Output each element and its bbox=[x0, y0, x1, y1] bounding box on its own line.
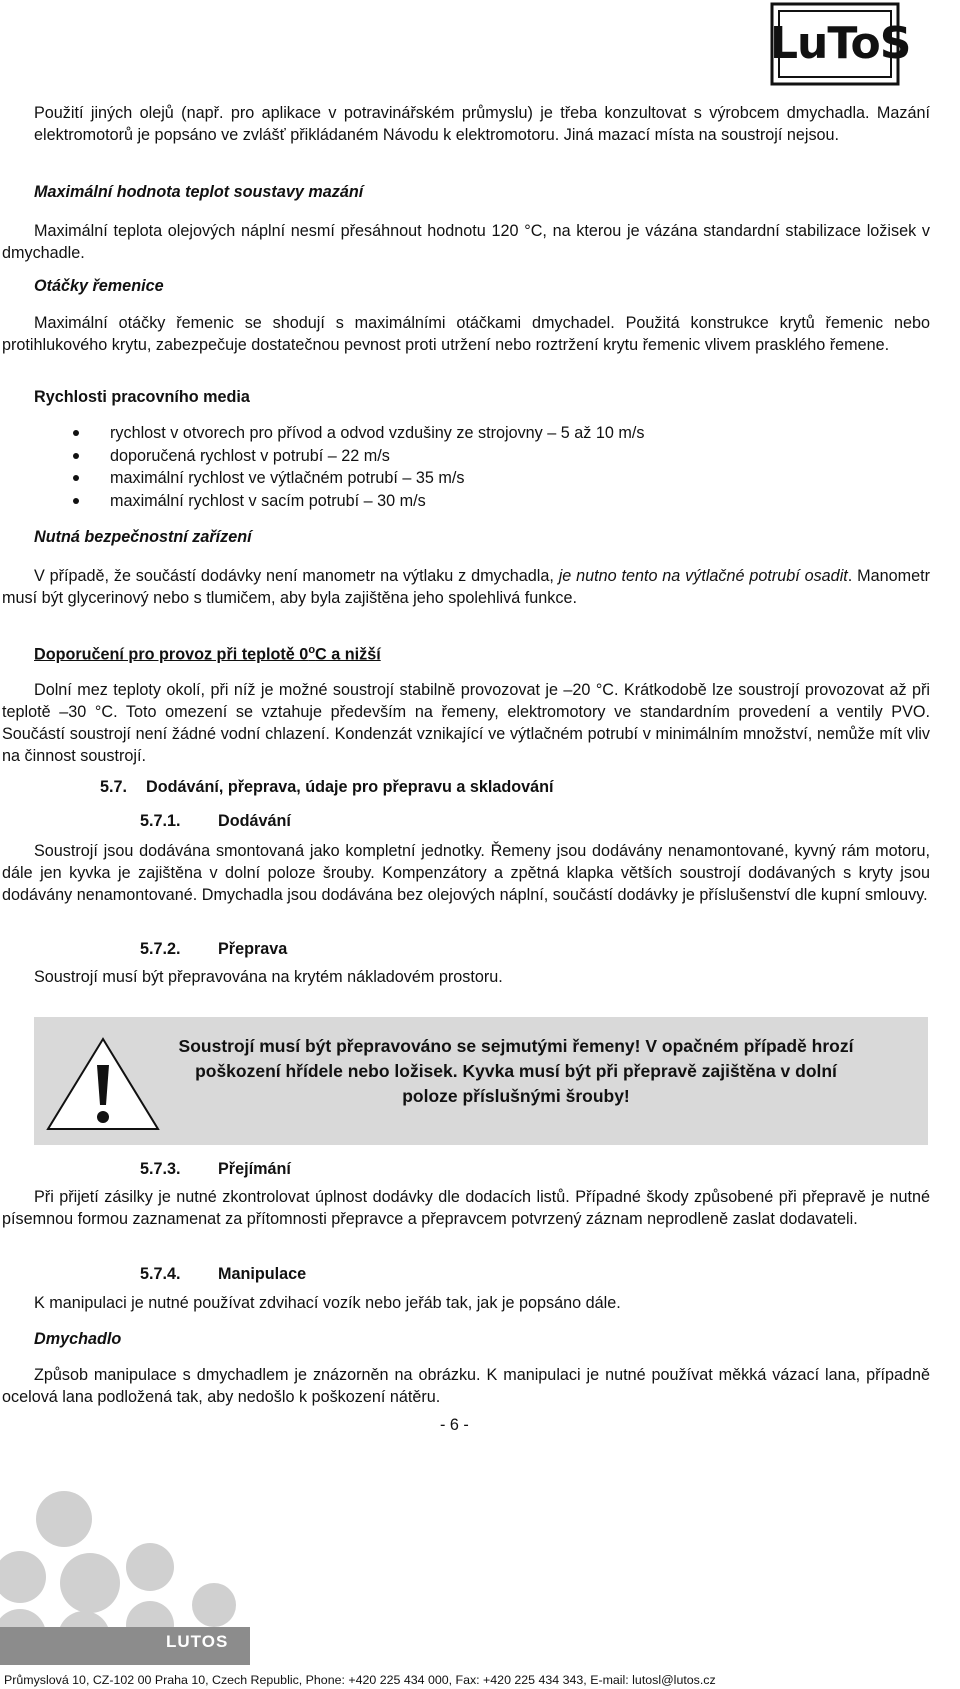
company-logo bbox=[770, 2, 911, 86]
safety-paragraph: V případě, že součástí dodávky není manometr na výtlaku z dmychadla, je nutno tento na výtlačné potrubí osadit. Manometr musí být glycerinový nebo s tlumičem, aby byla zajištěna jeho spolehlivá funkce. bbox=[2, 567, 930, 607]
delivery-paragraph: Soustrojí jsou dodávána smontovaná jako kompletní jednotky. Řemeny jsou dodávány nenamontované, kyvný rám motoru, dále jen kyvka je zajištěna v dolní poloze šrouby. Kompenzátory a zpětná klapka větších soustrojí dodávaných s kryty jsou dodávány nenamontované. Dmychadla jsou dodávána bez olejových náplní, součástí dodávky je příslušenství dle kupní smlouvy. bbox=[2, 842, 930, 904]
heading-max-temperature: Maximální hodnota teplot soustavy mazání bbox=[34, 183, 364, 201]
footer-contact: Průmyslová 10, CZ-102 00 Praha 10, Czech Republic, Phone: +420 225 434 000, Fax: +420 225 434 343, E-mail: lutosl@lutos.cz bbox=[4, 1673, 716, 1687]
section-5-7-1-title: 5.7.1. Dodávání bbox=[140, 812, 291, 830]
list-item: doporučená rychlost v potrubí – 22 m/s bbox=[70, 445, 644, 468]
cold-operation-paragraph: Dolní mez teploty okolí, při níž je možné soustrojí stabilně provozovat je –20 °C. Krátkodobě lze soustrojí provozovat až při teplotě –30 °C. Toto omezení se vztahuje především na řemeny, elektromotory ve standardním provedení a ventily PVO. Součástí soustrojí není žádné vodní chlazení. Kondenzát vznikající ve výtlačném potrubí v minimálním množství, nemůže mít vliv na činnost soustrojí. bbox=[2, 681, 930, 765]
section-5-7-3-title: 5.7.3. Přejímání bbox=[140, 1160, 291, 1178]
heading-media-speeds: Rychlosti pracovního media bbox=[34, 388, 250, 406]
corner-logo-text: LUTOS bbox=[166, 1632, 229, 1651]
corner-logo bbox=[0, 1485, 260, 1665]
speed-list bbox=[70, 422, 644, 512]
handling-paragraph: K manipulaci je nutné používat zdvihací vozík nebo jeřáb tak, jak je popsáno dále. bbox=[34, 1294, 621, 1312]
pulley-paragraph: Maximální otáčky řemenic se shodují s maximálními otáčkami dmychadel. Použitá konstrukce krytů řemenic nebo protihlukového krytu, zabezpečuje dostatečnou pevnost proti utržení nebo roztržení krytu řemenic vlivem prasklého řemene. bbox=[2, 314, 930, 354]
section-5-7-2-title: 5.7.2. Přeprava bbox=[140, 940, 288, 958]
intro-paragraph: Použití jiných olejů (např. pro aplikace v potravinářském průmyslu) je třeba konzultovat s výrobcem dmychadla. Mazání elektromotorů je popsáno ve zvlášť přikládaném Návodu k elektromotoru. Jiná mazací místa na soustrojí nejsou. bbox=[34, 104, 930, 144]
heading-cold-operation: Doporučení pro provoz při teplotě 0$^o$C a nižší bbox=[34, 644, 381, 664]
heading-pulley-speed: Otáčky řemenice bbox=[34, 277, 164, 295]
heading-blower: Dmychadlo bbox=[34, 1330, 122, 1348]
transport-paragraph: Soustrojí musí být přepravována na krytém nákladovém prostoru. bbox=[34, 968, 503, 986]
acceptance-paragraph: Při přijetí zásilky je nutné zkontrolovat úplnost dodávky dle dodacích listů. Případné škody způsobené při přepravě je nutné písemnou formou zaznamenat za přítomnosti přepravce a přepravcem potvrzený záznam neprodleně zaslat dodavateli. bbox=[2, 1188, 930, 1228]
list-item: maximální rychlost v sacím potrubí – 30 m/s bbox=[70, 490, 644, 513]
logo-text: LuToS bbox=[770, 18, 911, 69]
blower-paragraph: Způsob manipulace s dmychadlem je znázorněn na obrázku. K manipulaci je nutné používat měkká vázací lana, případně ocelová lana podložená tak, aby nedošlo k poškození nátěru. bbox=[2, 1366, 930, 1406]
warning-icon bbox=[44, 1035, 162, 1133]
section-5-7-4-title: 5.7.4. Manipulace bbox=[140, 1265, 307, 1283]
page-number: - 6 - bbox=[440, 1416, 469, 1434]
heading-safety-devices: Nutná bezpečnostní zařízení bbox=[34, 528, 252, 546]
list-item: maximální rychlost ve výtlačném potrubí – 35 m/s bbox=[70, 467, 644, 490]
max-temperature-paragraph: Maximální teplota olejových náplní nesmí přesáhnout hodnotu 120 °C, na kterou je vázána standardní stabilizace ložisek v dmychadle. bbox=[2, 222, 930, 262]
warning-text: Soustrojí musí být přepravováno se sejmutými řemeny! V opačném případě hrozí poškození hřídele nebo ložisek. Kyvka musí být při přepravě zajištěna v dolní poloze příslušnými šrouby! bbox=[178, 1036, 854, 1106]
section-5-7-title: 5.7. Dodávání, přeprava, údaje pro přepravu a skladování bbox=[100, 778, 554, 796]
list-item: rychlost v otvorech pro přívod a odvod vzdušiny ze strojovny – 5 až 10 m/s bbox=[70, 422, 644, 445]
